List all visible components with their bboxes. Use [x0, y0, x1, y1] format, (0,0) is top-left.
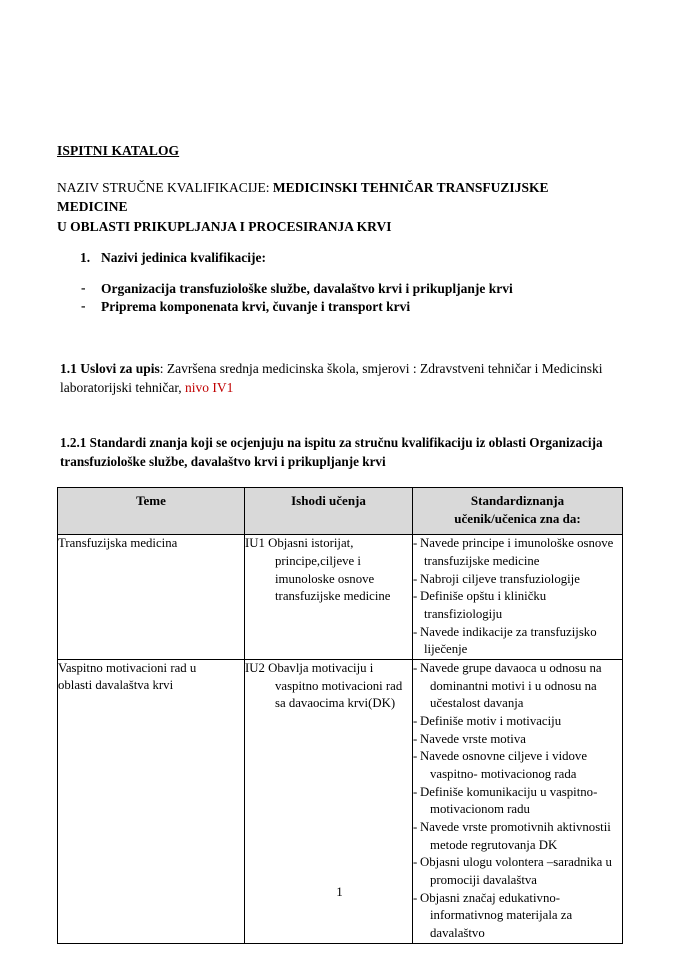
outcome-line: IU1 Objasni istorijat,	[245, 536, 354, 551]
outcome-line: transfuzijske medicine	[275, 589, 391, 604]
standard-line: Definiše motiv i motivaciju	[420, 714, 562, 729]
list-item	[413, 588, 622, 623]
units-heading-label: Nazivi jedinica kvalifikacije:	[101, 249, 266, 265]
dash-marker-icon: -	[413, 855, 418, 870]
standard-line: Navede grupe davaoca u odnosu na	[420, 661, 602, 676]
standards-section-heading: 1.2.1 Standardi znanja koji se ocjenjuju na ispitu za stručnu kvalifikaciju iz oblasti Organizacija transfuziološke službe, davalaštvo krvi i prikupljanje krvi	[60, 434, 603, 469]
list-item	[413, 535, 622, 570]
cell-standards	[413, 535, 623, 660]
cell-outcome	[245, 660, 413, 944]
qualification-units-list	[57, 280, 622, 317]
column-header-ishodi: Ishodi učenja	[245, 488, 413, 535]
theme-label: Transfuzijska medicina	[58, 536, 178, 551]
standards-list	[413, 535, 622, 659]
page-title: ISPITNI KATALOG	[57, 143, 180, 158]
cell-standards	[413, 660, 623, 944]
entry-requirements-label: 1.1 Uslovi za upis	[60, 360, 160, 376]
dash-marker-icon: -	[413, 819, 418, 834]
list-item	[413, 571, 622, 589]
dash-marker-icon: -	[81, 298, 86, 314]
dash-marker-icon: -	[413, 589, 418, 604]
list-item	[413, 713, 622, 731]
standard-line: transfuzijske medicine	[424, 554, 540, 569]
standard-line: davalaštvo	[430, 925, 485, 940]
list-item	[413, 731, 622, 749]
table-row	[58, 535, 623, 660]
dash-marker-icon: -	[413, 749, 418, 764]
list-number-marker: 1.	[80, 249, 91, 265]
theme-line: Vaspitno motivacioni rad u	[58, 661, 197, 676]
vertical-spacer	[57, 330, 622, 359]
qualification-units-heading-list	[57, 248, 622, 267]
entry-requirements-paragraph	[57, 359, 622, 398]
list-item	[413, 624, 622, 659]
table-row	[58, 660, 623, 944]
vertical-spacer	[57, 398, 622, 434]
cell-filler	[58, 553, 244, 605]
dash-marker-icon: -	[413, 571, 418, 586]
list-item-units-heading	[57, 248, 622, 267]
list-item	[413, 784, 622, 819]
outcome-line: sa davaocima krvi(DK)	[275, 696, 396, 711]
column-header-standardi-line1: Standardiznanja	[470, 493, 565, 509]
standard-line: Definiše opštu i kliničku	[420, 589, 547, 604]
standard-line: Navede osnovne ciljeve i vidove	[420, 749, 588, 764]
standard-line: učestalost davanja	[430, 696, 524, 711]
list-item	[413, 748, 622, 783]
qualification-label: NAZIV STRUČNE KVALIFIKACIJE:	[57, 180, 270, 196]
standard-line: Objasni značaj edukativno-	[420, 890, 561, 905]
dash-marker-icon: -	[413, 624, 418, 639]
column-header-standardi	[413, 488, 623, 535]
table-body	[58, 535, 623, 943]
dash-marker-icon: -	[413, 661, 418, 676]
standard-line: Definiše komunikaciju u vaspitno-	[420, 784, 598, 799]
list-item	[57, 298, 622, 316]
cell-theme	[58, 535, 245, 660]
standards-list	[413, 660, 622, 943]
unit-label-2: Pripremа komponenata krvi, čuvanje i transport krvi	[101, 299, 411, 315]
dash-marker-icon: -	[413, 731, 418, 746]
qualification-name-line1: MEDICINSKI TEHNIČAR TRANSFUZIJSKE MEDICINE	[57, 180, 549, 215]
table-header-row	[58, 488, 623, 535]
standard-line: Nabroji ciljeve transfuziologije	[420, 571, 580, 586]
standard-line: metode regrutovanja DK	[430, 837, 558, 852]
page-number: 1	[336, 884, 343, 899]
dash-marker-icon: -	[81, 279, 86, 295]
standard-line: vaspitno- motivacionog rada	[430, 767, 577, 781]
list-item	[413, 819, 622, 854]
column-header-teme: Teme	[58, 488, 245, 535]
dash-marker-icon: -	[413, 890, 418, 905]
standard-line: Navede principe i imunološke osnove	[420, 536, 614, 551]
outcome-line: vaspitno motivacioni rad	[275, 678, 403, 693]
standard-line: Objasni ulogu volontera –saradnika u	[420, 855, 612, 870]
standard-line: Navede indikacije za transfuzijsko	[420, 624, 597, 639]
outcome-line: principe,ciljeve i	[275, 554, 361, 569]
dash-marker-icon: -	[413, 784, 418, 799]
list-item	[413, 660, 622, 713]
standard-line: dominantni motivi i u odnosu na	[430, 678, 597, 693]
standards-table	[57, 487, 623, 943]
list-item	[57, 280, 622, 298]
dash-marker-icon: -	[413, 536, 418, 551]
cell-theme	[58, 660, 245, 944]
cell-outcome	[245, 535, 413, 660]
unit-label-1: Organizacija transfuziološke službe, davalaštvo krvi i prikupljanje krvi	[101, 280, 513, 296]
standard-line: transfiziologiju	[424, 607, 503, 622]
outcome-line: imunoloske osnove	[275, 571, 375, 586]
dash-marker-icon: -	[413, 714, 418, 729]
standard-line: promociji davalaštva	[430, 872, 537, 887]
column-header-standardi-line2: učenik/učenica zna da:	[454, 510, 581, 526]
qualification-level-badge: nivo IV1	[185, 380, 234, 396]
table-header	[58, 488, 623, 535]
standard-line: informativnog materijala za	[430, 908, 573, 923]
outcome-line: IU2 Obavlja motivaciju i	[245, 661, 374, 676]
theme-line: oblasti davalaštva krvi	[58, 678, 174, 693]
standard-line: motivacionom radu	[430, 802, 530, 817]
standard-line: Navede vrste motiva	[420, 731, 526, 746]
qualification-name-line2: U OBLASTI PRIKUPLJANJA I PROCESIRANJA KRVI	[57, 218, 392, 234]
qualification-name-block	[57, 178, 622, 235]
entry-requirements-text: : Završena srednja medicinska škola, smjerovi : Zdravstveni tehničar i Medicinski laboratorijski tehničar,	[60, 360, 603, 396]
standard-line: Navede vrste promotivnih aktivnostii	[420, 819, 611, 834]
standard-line: liječenje	[424, 642, 468, 657]
